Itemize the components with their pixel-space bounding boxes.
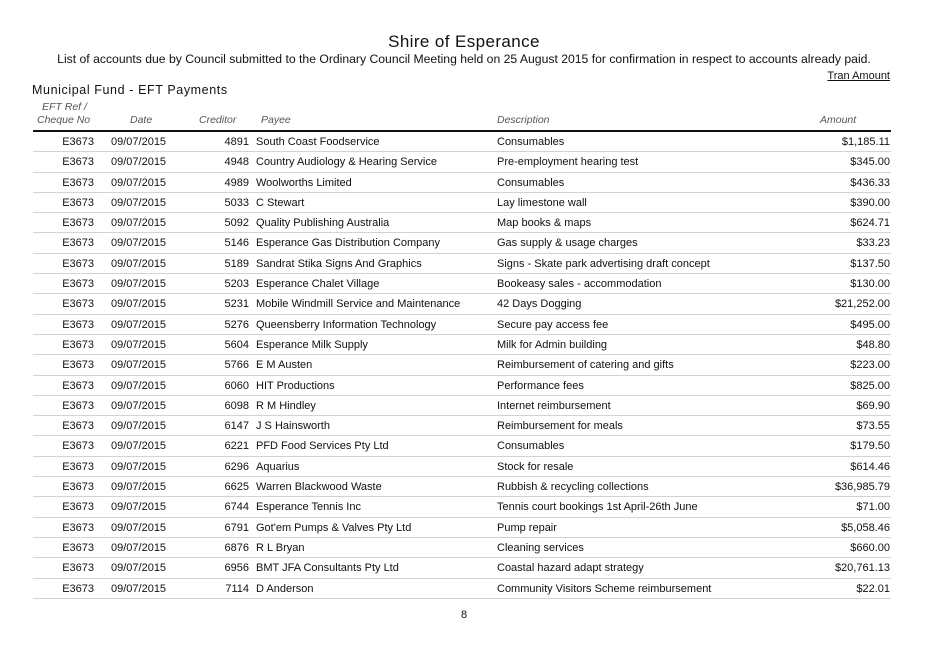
section-heading: Municipal Fund - EFT Payments — [32, 83, 228, 97]
column-header-ref-line1: EFT Ref / — [42, 101, 87, 113]
cell-payee: C Stewart — [256, 196, 305, 209]
cell-date: 09/07/2015 — [111, 338, 167, 351]
cell-payee: PFD Food Services Pty Ltd — [256, 440, 389, 453]
cell-ref: E3673 — [62, 298, 94, 311]
column-header-payee: Payee — [261, 114, 291, 126]
cell-payee: Country Audiology & Hearing Service — [256, 156, 437, 169]
cell-payee: Got'em Pumps & Valves Pty Ltd — [256, 521, 412, 534]
cell-creditor: 6147 — [224, 420, 249, 433]
cell-ref: E3673 — [62, 521, 94, 534]
cell-amount: $825.00 — [850, 379, 890, 392]
cell-description: Cleaning services — [497, 541, 584, 554]
cell-amount: $33.23 — [856, 237, 890, 250]
cell-description: Coastal hazard adapt strategy — [497, 562, 644, 575]
cell-creditor: 5189 — [224, 257, 249, 270]
cell-payee: J S Hainsworth — [256, 420, 330, 433]
cell-creditor: 6876 — [224, 541, 249, 554]
cell-date: 09/07/2015 — [111, 257, 167, 270]
cell-ref: E3673 — [62, 237, 94, 250]
cell-date: 09/07/2015 — [111, 399, 167, 412]
cell-description: 42 Days Dogging — [497, 298, 582, 311]
cell-payee: HIT Productions — [256, 379, 335, 392]
cell-creditor: 5766 — [224, 359, 249, 372]
cell-payee: D Anderson — [256, 582, 314, 595]
cell-date: 09/07/2015 — [111, 582, 167, 595]
cell-amount: $73.55 — [856, 420, 890, 433]
table-row — [0, 233, 928, 253]
cell-creditor: 6296 — [224, 460, 249, 473]
cell-date: 09/07/2015 — [111, 359, 167, 372]
cell-description: Consumables — [497, 440, 565, 453]
table-row — [0, 436, 928, 456]
cell-ref: E3673 — [62, 440, 94, 453]
cell-creditor: 6625 — [224, 481, 249, 494]
cell-payee: R M Hindley — [256, 399, 316, 412]
cell-creditor: 6791 — [224, 521, 249, 534]
cell-amount: $345.00 — [850, 156, 890, 169]
cell-description: Internet reimbursement — [497, 399, 611, 412]
table-row — [0, 376, 928, 396]
cell-date: 09/07/2015 — [111, 481, 167, 494]
cell-creditor: 4948 — [224, 156, 249, 169]
cell-amount: $69.90 — [856, 399, 890, 412]
cell-creditor: 4989 — [224, 176, 249, 189]
cell-description: Signs - Skate park advertising draft concept — [497, 257, 710, 270]
cell-ref: E3673 — [62, 196, 94, 209]
cell-amount: $390.00 — [850, 196, 890, 209]
cell-ref: E3673 — [62, 136, 94, 148]
table-row — [0, 152, 928, 172]
cell-description: Performance fees — [497, 379, 584, 392]
cell-description: Consumables — [497, 136, 565, 148]
cell-ref: E3673 — [62, 481, 94, 494]
cell-date: 09/07/2015 — [111, 298, 167, 311]
cell-description: Gas supply & usage charges — [497, 237, 638, 250]
table-row — [0, 274, 928, 294]
cell-amount: $624.71 — [850, 217, 890, 230]
cell-creditor: 6744 — [224, 501, 249, 514]
cell-ref: E3673 — [62, 501, 94, 514]
cell-amount: $48.80 — [856, 338, 890, 351]
column-header-description: Description — [497, 114, 550, 126]
cell-creditor: 5033 — [224, 196, 249, 209]
table-row — [0, 355, 928, 375]
cell-payee: Esperance Tennis Inc — [256, 501, 361, 514]
cell-description: Reimbursement of catering and gifts — [497, 359, 674, 372]
table-row — [0, 315, 928, 335]
table-row — [0, 335, 928, 355]
cell-amount: $21,252.00 — [834, 298, 890, 311]
page-title: Shire of Esperance — [388, 32, 540, 51]
cell-description: Bookeasy sales - accommodation — [497, 278, 662, 291]
table-row — [0, 173, 928, 193]
cell-creditor: 5231 — [224, 298, 249, 311]
cell-ref: E3673 — [62, 278, 94, 291]
payments-table — [0, 132, 928, 599]
cell-description: Pre-employment hearing test — [497, 156, 639, 169]
cell-ref: E3673 — [62, 460, 94, 473]
cell-payee: Esperance Chalet Village — [256, 278, 380, 291]
cell-ref: E3673 — [62, 582, 94, 595]
table-row — [0, 213, 928, 233]
cell-amount: $130.00 — [850, 278, 890, 291]
cell-date: 09/07/2015 — [111, 521, 167, 534]
table-row — [0, 294, 928, 314]
table-row — [0, 477, 928, 497]
table-row — [0, 558, 928, 578]
cell-amount: $20,761.13 — [834, 562, 890, 575]
cell-amount: $179.50 — [850, 440, 890, 453]
cell-amount: $71.00 — [856, 501, 890, 514]
cell-date: 09/07/2015 — [111, 318, 167, 331]
cell-ref: E3673 — [62, 338, 94, 351]
cell-ref: E3673 — [62, 176, 94, 189]
cell-ref: E3673 — [62, 379, 94, 392]
cell-date: 09/07/2015 — [111, 440, 167, 453]
cell-creditor: 5203 — [224, 278, 249, 291]
cell-amount: $5,058.46 — [841, 521, 890, 534]
cell-date: 09/07/2015 — [111, 501, 167, 514]
cell-description: Pump repair — [497, 521, 557, 534]
cell-amount: $22.01 — [856, 582, 890, 595]
cell-creditor: 7114 — [225, 582, 249, 595]
column-header-date: Date — [130, 114, 153, 126]
cell-description: Stock for resale — [497, 460, 574, 473]
cell-date: 09/07/2015 — [111, 156, 167, 169]
cell-ref: E3673 — [62, 399, 94, 412]
cell-ref: E3673 — [62, 217, 94, 230]
cell-amount: $137.50 — [850, 257, 890, 270]
table-row — [0, 396, 928, 416]
cell-amount: $660.00 — [850, 541, 890, 554]
cell-payee: Mobile Windmill Service and Maintenance — [256, 298, 461, 311]
cell-description: Community Visitors Scheme reimbursement — [497, 582, 712, 595]
cell-date: 09/07/2015 — [111, 217, 167, 230]
cell-ref: E3673 — [62, 420, 94, 433]
cell-description: Milk for Admin building — [497, 338, 608, 351]
cell-description: Secure pay access fee — [497, 318, 609, 331]
table-row — [0, 538, 928, 558]
cell-date: 09/07/2015 — [111, 176, 167, 189]
cell-payee: E M Austen — [256, 359, 313, 372]
cell-ref: E3673 — [62, 156, 94, 169]
cell-date: 09/07/2015 — [111, 420, 167, 433]
cell-description: Tennis court bookings 1st April-26th June — [497, 501, 698, 514]
cell-payee: Esperance Gas Distribution Company — [256, 237, 441, 250]
cell-ref: E3673 — [62, 359, 94, 372]
cell-amount: $1,185.11 — [841, 136, 890, 148]
cell-ref: E3673 — [62, 318, 94, 331]
cell-payee: Warren Blackwood Waste — [256, 481, 382, 494]
cell-creditor: 5092 — [224, 217, 249, 230]
cell-payee: R L Bryan — [256, 541, 305, 554]
table-row — [0, 518, 928, 538]
cell-payee: Esperance Milk Supply — [256, 338, 368, 351]
column-header-ref-line2: Cheque No — [37, 114, 91, 126]
cell-payee: Queensberry Information Technology — [256, 318, 437, 331]
cell-payee: Woolworths Limited — [256, 176, 352, 189]
table-row — [0, 254, 928, 274]
table-row — [0, 579, 928, 599]
table-row — [0, 193, 928, 213]
cell-creditor: 6060 — [224, 379, 249, 392]
column-header-creditor: Creditor — [199, 114, 237, 126]
cell-creditor: 5146 — [224, 237, 249, 250]
cell-creditor: 6956 — [224, 562, 249, 575]
page-number: 8 — [460, 609, 468, 621]
cell-date: 09/07/2015 — [111, 379, 167, 392]
cell-creditor: 6098 — [224, 399, 249, 412]
cell-date: 09/07/2015 — [111, 136, 167, 148]
table-row — [0, 497, 928, 517]
cell-date: 09/07/2015 — [111, 278, 167, 291]
cell-amount: $223.00 — [850, 359, 890, 372]
cell-description: Reimbursement for meals — [497, 420, 623, 433]
cell-amount: $436.33 — [850, 176, 890, 189]
cell-amount: $36,985.79 — [834, 481, 890, 494]
cell-creditor: 6221 — [224, 440, 249, 453]
cell-amount: $495.00 — [850, 318, 890, 331]
cell-ref: E3673 — [62, 562, 94, 575]
table-row — [0, 416, 928, 436]
cell-description: Map books & maps — [497, 217, 592, 230]
cell-amount: $614.46 — [850, 460, 890, 473]
tran-amount-label: Tran Amount — [827, 70, 890, 82]
cell-date: 09/07/2015 — [111, 196, 167, 209]
cell-creditor: 4891 — [224, 136, 249, 148]
column-header-amount: Amount — [820, 114, 857, 126]
table-row — [0, 457, 928, 477]
cell-description: Rubbish & recycling collections — [497, 481, 649, 494]
cell-payee: Quality Publishing Australia — [256, 217, 390, 230]
page-subtitle: List of accounts due by Council submitted to the Ordinary Council Meeting held on 25 August 2015 for confirmation in respect to accounts already paid. — [57, 52, 871, 66]
cell-payee: BMT JFA Consultants Pty Ltd — [256, 562, 399, 575]
cell-date: 09/07/2015 — [111, 237, 167, 250]
cell-description: Consumables — [497, 176, 565, 189]
cell-date: 09/07/2015 — [111, 541, 167, 554]
cell-ref: E3673 — [62, 541, 94, 554]
cell-creditor: 5276 — [224, 318, 249, 331]
cell-date: 09/07/2015 — [111, 460, 167, 473]
cell-date: 09/07/2015 — [111, 562, 167, 575]
cell-payee: Sandrat Stika Signs And Graphics — [256, 257, 422, 270]
table-row — [0, 132, 928, 152]
cell-creditor: 5604 — [224, 338, 249, 351]
cell-payee: Aquarius — [256, 460, 300, 473]
cell-payee: South Coast Foodservice — [256, 136, 380, 148]
cell-description: Lay limestone wall — [497, 196, 587, 209]
cell-ref: E3673 — [62, 257, 94, 270]
table-header — [0, 101, 928, 131]
